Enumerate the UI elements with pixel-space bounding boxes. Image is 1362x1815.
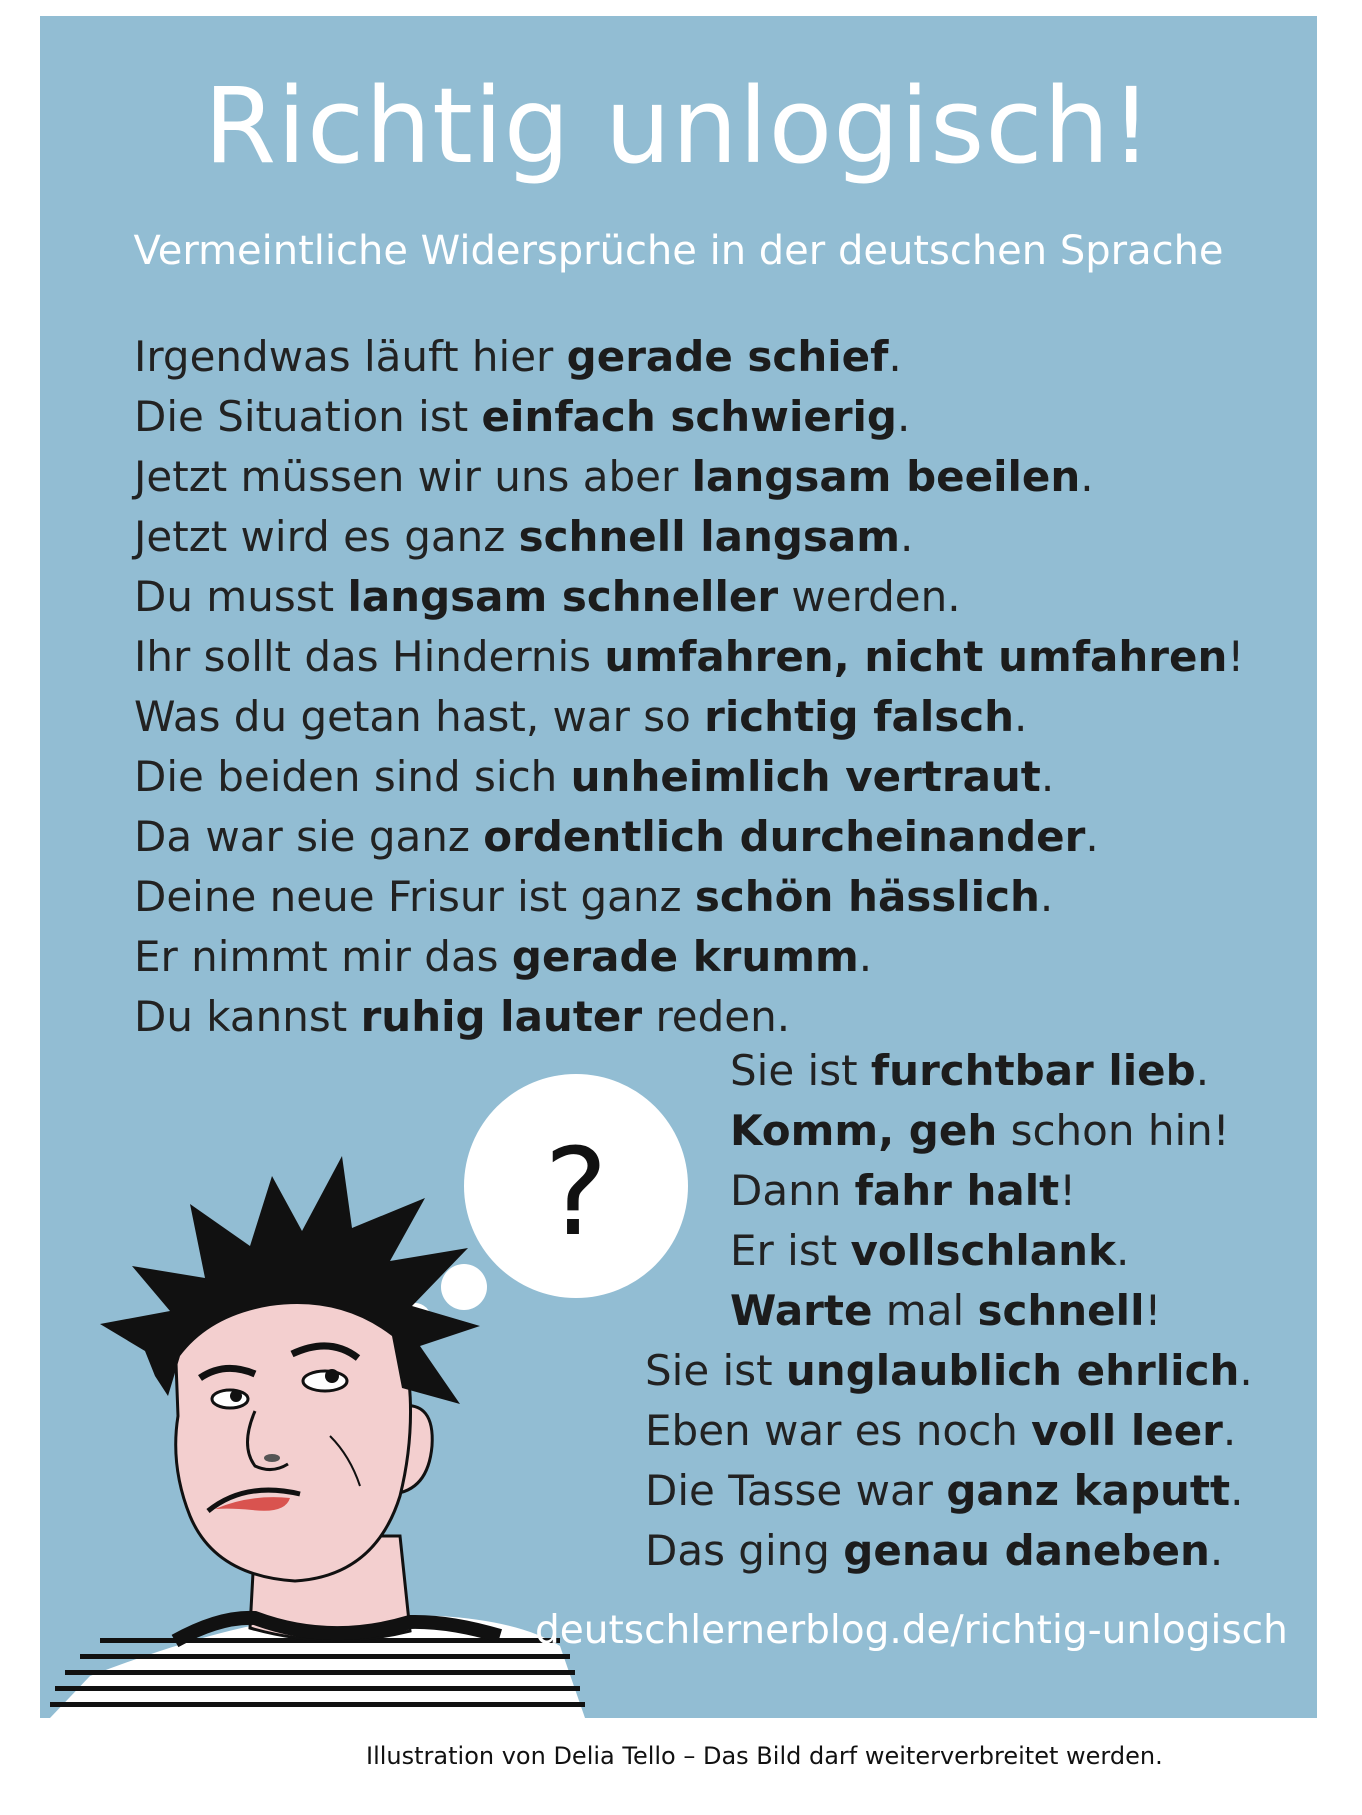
sentence-text: werden. — [778, 572, 961, 621]
eye-right — [303, 1371, 347, 1391]
emphasized-phrase: ganz kaputt — [946, 1466, 1231, 1515]
emphasized-phrase: umfahren, nicht umfahren — [604, 632, 1228, 681]
poster — [40, 16, 1317, 1718]
sentence-text: Du musst — [134, 572, 348, 621]
emphasized-phrase: furchtbar lieb — [870, 1046, 1196, 1095]
sentence-text: Er nimmt mir das — [134, 932, 512, 981]
emphasized-phrase: richtig falsch — [704, 692, 1015, 741]
sentence-list-right-a — [730, 1041, 1230, 1341]
sentence-text: . — [1085, 812, 1099, 861]
sentence-text: . — [1080, 452, 1094, 501]
sentence-text: Deine neue Frisur ist ganz — [134, 872, 695, 921]
poster-subtitle: Vermeintliche Widersprüche in der deutschen Sprache — [133, 228, 1224, 274]
sentence-text: . — [1040, 752, 1055, 801]
thought-bubble-medium — [441, 1264, 487, 1310]
sentence-line — [645, 1401, 1253, 1461]
sentence-text: Das ging — [645, 1526, 844, 1575]
emphasized-phrase: genau daneben — [843, 1526, 1210, 1575]
sentence-text: . — [1195, 1046, 1210, 1095]
sentence-text: Irgendwas läuft hier — [134, 332, 567, 381]
emphasized-phrase: ruhig lauter — [360, 992, 643, 1041]
illustration-credit: Illustration von Delia Tello – Das Bild darf weiterverbreitet werden. — [366, 1742, 1163, 1770]
emphasized-phrase: gerade krumm — [511, 932, 859, 981]
sentence-line — [645, 1461, 1253, 1521]
sentence-text: ! — [1227, 632, 1245, 681]
eye-left — [212, 1390, 248, 1408]
sentence-text: . — [900, 512, 914, 561]
sentence-text: Was du getan hast, war so — [134, 692, 705, 741]
question-mark-icon: ? — [544, 1124, 608, 1263]
emphasized-phrase: Warte — [730, 1286, 873, 1335]
emphasized-phrase: einfach schwierig — [481, 392, 897, 441]
emphasized-phrase: schnell — [977, 1286, 1145, 1335]
sentence-list-right-b — [645, 1341, 1253, 1581]
sentence-text: Die beiden sind sich — [134, 752, 571, 801]
sentence-text: . — [1014, 692, 1028, 741]
sentence-text: . — [1239, 1346, 1253, 1395]
emphasized-phrase: gerade schief — [566, 332, 889, 381]
sentence-line — [730, 1281, 1230, 1341]
sentence-text: . — [1230, 1466, 1244, 1515]
sentence-line — [730, 1041, 1230, 1101]
emphasized-phrase: langsam beeilen — [691, 452, 1081, 501]
sentence-line — [645, 1341, 1253, 1401]
sentence-text: Die Tasse war — [645, 1466, 947, 1515]
emphasized-phrase: schön hässlich — [694, 872, 1040, 921]
sentence-text: Er ist — [730, 1226, 851, 1275]
sentence-text: . — [897, 392, 911, 441]
sentence-text: Sie ist — [730, 1046, 871, 1095]
sentence-text: Jetzt wird es ganz — [134, 512, 519, 561]
sentence-text: ! — [1144, 1286, 1162, 1335]
sentence-text: . — [888, 332, 902, 381]
sentence-line — [645, 1521, 1253, 1581]
sentence-text: Die Situation ist — [134, 392, 482, 441]
sentence-text: Dann — [730, 1166, 855, 1215]
emphasized-phrase: unglaublich ehrlich — [785, 1346, 1240, 1395]
sentence-text: Eben war es noch — [645, 1406, 1032, 1455]
emphasized-phrase: schnell langsam — [518, 512, 901, 561]
sentence-text: . — [1115, 1226, 1130, 1275]
sentence-text: ! — [1059, 1166, 1077, 1215]
sentence-text: mal — [872, 1286, 978, 1335]
sentence-text: schon hin! — [997, 1106, 1230, 1155]
emphasized-phrase: langsam schneller — [347, 572, 779, 621]
sentence-line — [730, 1221, 1230, 1281]
emphasized-phrase: voll leer — [1031, 1406, 1223, 1455]
sentence-text: Jetzt müssen wir uns aber — [134, 452, 692, 501]
poster-title: Richtig unlogisch! — [203, 65, 1154, 187]
sentence-text: . — [1222, 1406, 1237, 1455]
sentence-text: Ihr sollt das Hindernis — [134, 632, 605, 681]
emphasized-phrase: ordentlich durcheinander — [483, 812, 1086, 861]
sentence-text: reden. — [642, 992, 791, 1041]
sentence-line — [730, 1161, 1230, 1221]
sentence-text: . — [1039, 872, 1054, 921]
poster-url: deutschlernerblog.de/richtig-unlogisch — [535, 1608, 1288, 1653]
emphasized-phrase: fahr halt — [854, 1166, 1060, 1215]
sentence-text: . — [1209, 1526, 1224, 1575]
sentence-text: Du kannst — [134, 992, 361, 1041]
sentence-text: Sie ist — [645, 1346, 786, 1395]
sentence-text: . — [858, 932, 873, 981]
emphasized-phrase: vollschlank — [850, 1226, 1116, 1275]
emphasized-phrase: Komm, geh — [730, 1106, 998, 1155]
sentence-text: Da war sie ganz — [134, 812, 484, 861]
emphasized-phrase: unheimlich vertraut — [570, 752, 1041, 801]
sentence-line — [730, 1101, 1230, 1161]
